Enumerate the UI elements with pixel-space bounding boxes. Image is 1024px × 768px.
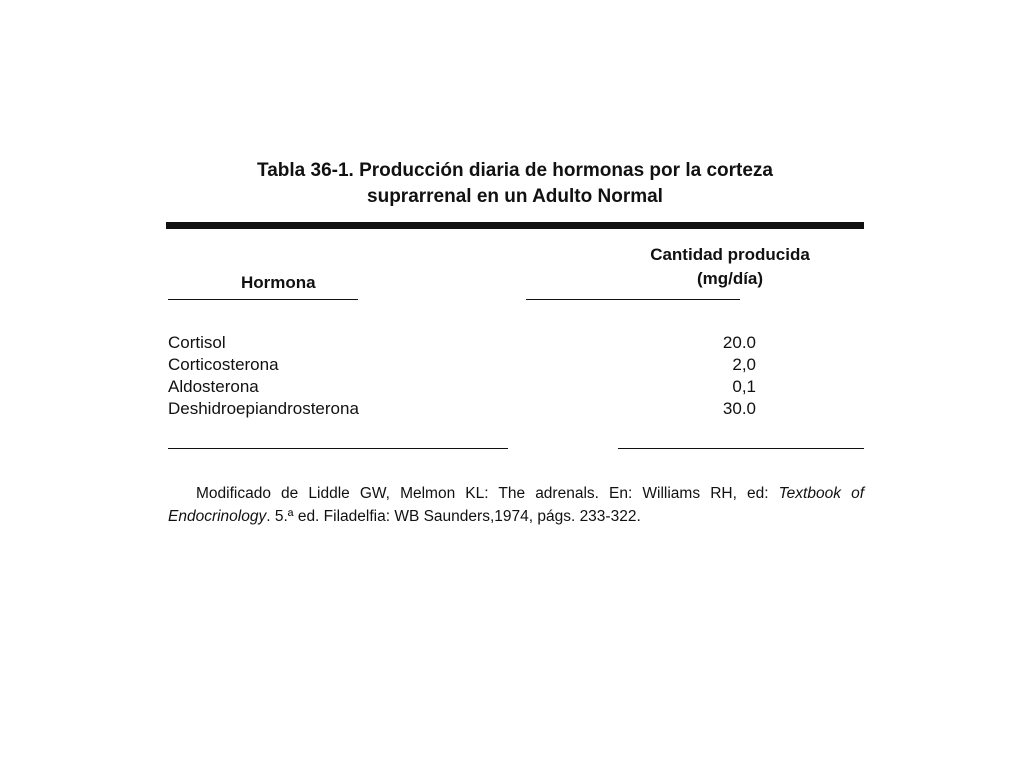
footnote-text-1: Modificado de Liddle GW, Melmon KL: The adrenals. En: Williams RH, ed:	[196, 484, 769, 502]
header-rule-right	[526, 299, 740, 300]
table-footnote	[168, 482, 864, 528]
cell-hormona: Aldosterona	[168, 377, 259, 396]
table-row	[166, 354, 864, 376]
table-title-line-1: Tabla 36-1. Producción diaria de hormonas por la corteza	[257, 160, 773, 181]
footnote-text-2: . 5.ª ed. Filadelfia: WB Saunders,1974, págs. 233-322.	[266, 507, 641, 525]
table-header	[166, 229, 864, 301]
cell-hormona: Corticosterona	[168, 355, 279, 374]
cell-cantidad: 30.0	[722, 399, 756, 418]
cell-cantidad: 20.0	[722, 333, 756, 352]
title-rule	[166, 222, 864, 229]
table-row	[166, 376, 864, 398]
column-header-cantidad	[620, 243, 840, 291]
column-header-cantidad-line-2: (mg/día)	[696, 269, 764, 288]
column-header-hormona: Hormona	[241, 273, 316, 292]
column-header-cantidad-line-1: Cantidad producida	[650, 245, 810, 264]
table-row	[166, 398, 864, 420]
cell-hormona: Deshidroepiandrosterona	[168, 399, 359, 418]
footnote-book-title: Textbook of Endocrinology	[168, 484, 864, 525]
document-page	[166, 158, 864, 525]
cell-cantidad: 2,0	[732, 355, 756, 374]
bottom-rule-right	[618, 448, 864, 449]
table-title-line-2: suprarrenal en un Adulto Normal	[367, 186, 663, 207]
bottom-rule-left	[168, 448, 508, 449]
cell-hormona: Cortisol	[168, 333, 226, 352]
table-title	[166, 158, 864, 210]
table-row	[166, 332, 864, 354]
header-rule-left	[168, 299, 358, 300]
cell-cantidad: 0,1	[732, 377, 756, 396]
table-body	[166, 332, 864, 420]
